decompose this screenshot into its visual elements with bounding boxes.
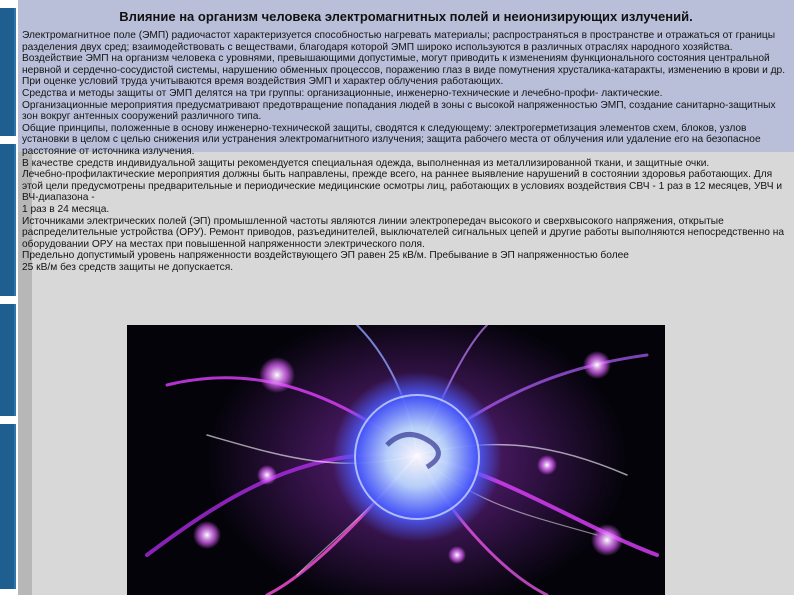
deco-block-lower bbox=[0, 304, 16, 416]
deco-block-top bbox=[0, 8, 16, 136]
paragraph-medical: Лечебно-профилактические мероприятия должны быть направлены, прежде всего, на раннее выявление нарушений в состоянии здоровья работающих. Для этой цели предусмотрены предварительные и периодические медицинские осмотры лиц, работающих в условиях воздействия СВЧ - 1 раз в 12 месяцев, УВЧ и ВЧ-диапазона - bbox=[22, 169, 783, 204]
left-decorative-strip bbox=[0, 0, 18, 595]
paragraph-medical-interval: 1 раз в 24 месяца. bbox=[22, 203, 110, 215]
paragraph-ep-sources: Источниками электрических полей (ЭП) промышленной частоты являются линии электропередач высокого и сверхвысокого напряжения, открытые распределительные устройства (ОРУ). Ремонт приводов, разъединителей, выключателей сигнальных цепей и другие работы выполняются непосредственно на оборудовании ОРУ на местах при повышенной напряженности электрического поля. bbox=[22, 215, 785, 250]
deco-block-middle bbox=[0, 144, 16, 296]
paragraph-individual-protection: В качестве средств индивидуальной защиты рекомендуется специальная одежда, выполненная из металлизированной ткани, и защитные очки. bbox=[22, 157, 710, 169]
paragraph-protection-groups: Средства и методы защиты от ЭМП делятся на три группы: организационные, инженерно-технические и лечебно-профи- лактические. bbox=[22, 87, 663, 99]
paragraph-ep-limit-cont: 25 кВ/м без средств защиты не допускается. bbox=[22, 261, 234, 273]
deco-block-bottom bbox=[0, 424, 16, 589]
paragraph-organizational: Организационные мероприятия предусматривают предотвращение попадания людей в зоны с высокой напряженностью ЭМП, создание санитарно-защитных зон вокруг антенных сооружений различного типа. bbox=[22, 99, 776, 123]
paragraph-ep-limit: Предельно допустимый уровень напряженности воздействующего ЭП равен 25 кВ/м. Пребывание в ЭП напряженностью более bbox=[22, 250, 629, 262]
energy-sphere-illustration bbox=[127, 325, 665, 595]
paragraph-emp-intro: Электромагнитное поле (ЭМП) радиочастот характеризуется способностью нагревать материалы; распространяться в пространстве и отражаться от границы разделения двух сред; взаимодействовать с веществами, благодаря которой ЭМП широко используются в различных отраслях народного хозяйства. Воздействие ЭМП на организм человека с уровнями, превышающими допустимые, могут приводить к изменениям функционального состояния центральной нервной и сердечно-сосудистой системы, нарушению обменных процессов, поражению глаз в виде помутнения хрусталика-катаракты, изменению в крови и др. При оценке условий труда учитываются время воздействия ЭМП и характер облучения работающих. bbox=[22, 30, 786, 88]
page-title: Влияние на организм человека электромагнитных полей и неионизирующих излучений. bbox=[119, 9, 693, 24]
text-content bbox=[22, 30, 788, 273]
paragraph-engineering: Общие принципы, положенные в основу инженерно-технической защиты, сводятся к следующему: электрогерметизация элементов схем, блоков, узлов установки в целом с целью снижения или устранения электромагнитного излучения; защита рабочего места от облучения или удаление его на безопасное расстояние от источника излучения. bbox=[22, 122, 761, 157]
